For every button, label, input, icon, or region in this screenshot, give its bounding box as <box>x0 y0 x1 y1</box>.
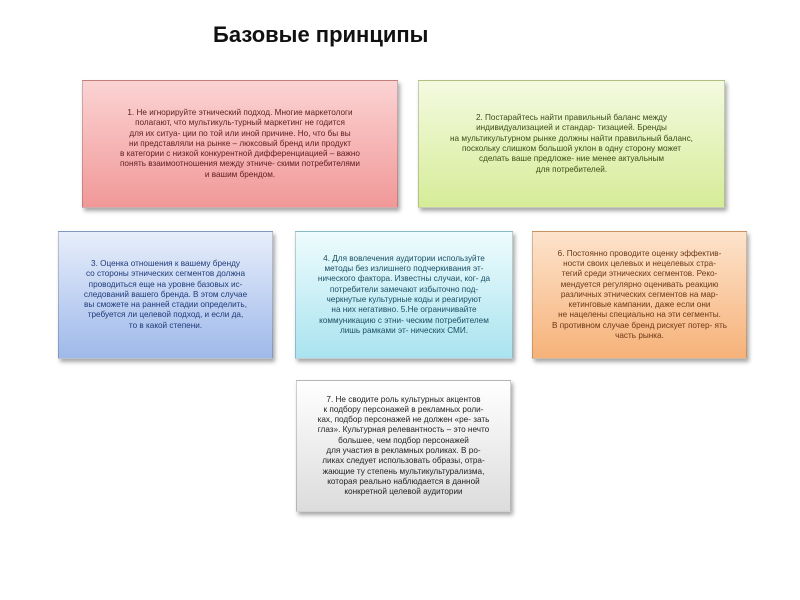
principle-text-2: 2. Постарайтесь найти правильный баланс между индивидуализацией и стандар- тизацией. Бренды на мультикультурном рынке должны найти правильный баланс, поскольку слишком большой уклон в одну сторону может сделать ваше предложе- ние менее актуальным для потребителей. <box>450 113 693 174</box>
principle-box-6 <box>532 231 747 359</box>
principle-text-4-5: 4. Для вовлечения аудитории используйте методы без излишнего подчеркивания эт- нического фактора. Известны случаи, ког- да потребители замечают избыточно под- черкнутые культурные коды и реагируют на них негативно. 5.Не ограничивайте коммуникацию с этни- ческим потребителем лишь рамками эт- нических СМИ. <box>317 253 491 335</box>
principle-text-7: 7. Не сводите роль культурных акцентов к подбору персонажей в рекламных роли- ках, подбор персонажей не должен «ре- зать глаз». Культурная релевантность – это нечто большее, чем подбор персонажей для участия в рекламных роликах. В ро- ликах следует использовать образы, отра- жающие ту степень мультикультурализма, которая реально наблюдается в данной конкретной целевой аудитории <box>317 394 490 497</box>
principle-box-7 <box>296 380 511 512</box>
principle-text-3: 3. Оценка отношения к вашему бренду со стороны этнических сегментов должна проводиться еще на уровне базовых ис- следований вашего бренда. В этом случае вы сможете на ранней стадии определить, требуется ли целевой подход, и если да, то в какой степени. <box>83 258 248 330</box>
principle-box-1 <box>82 80 398 208</box>
principle-text-6: 6. Постоянно проводите оценку эффектив- ности своих целевых и нецелевых стра- тегий среди этнических сегментов. Реко- мендуется регулярно оценивать реакцию различных этнических сегментов на мар- кетинговые кампании, даже если они не нацелены специально на эти сегменты. В противном случае бренд рискует потер- ять часть рынка. <box>552 248 727 341</box>
principle-box-4-5 <box>295 231 513 359</box>
principle-text-1: 1. Не игнорируйте этнический подход. Многие маркетологи полагают, что мультикуль-турный маркетинг не годится для их ситуа- ции по той или иной причине. Но, что бы вы ни представляли на рынке – люксовый бренд или продукт в категории с низкой конкурентной дифференциацией – важно понять взаимоотношения между этниче- скими потребителями и вашим брендом. <box>119 107 360 179</box>
principle-box-2 <box>418 80 725 208</box>
principle-box-3 <box>58 231 273 359</box>
page-title: Базовые принципы <box>213 22 429 47</box>
